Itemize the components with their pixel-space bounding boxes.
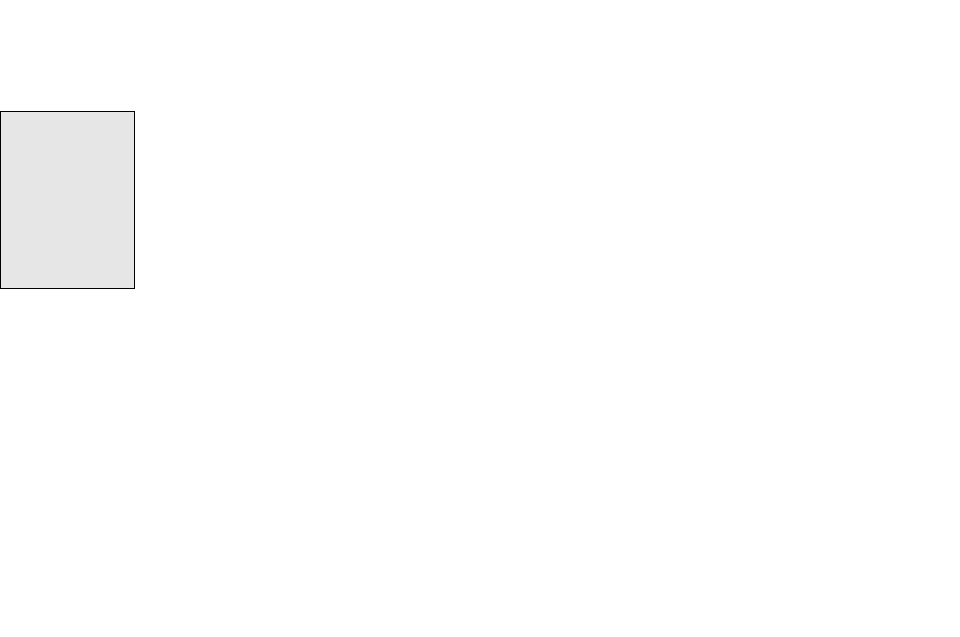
category-cell [0,111,135,289]
